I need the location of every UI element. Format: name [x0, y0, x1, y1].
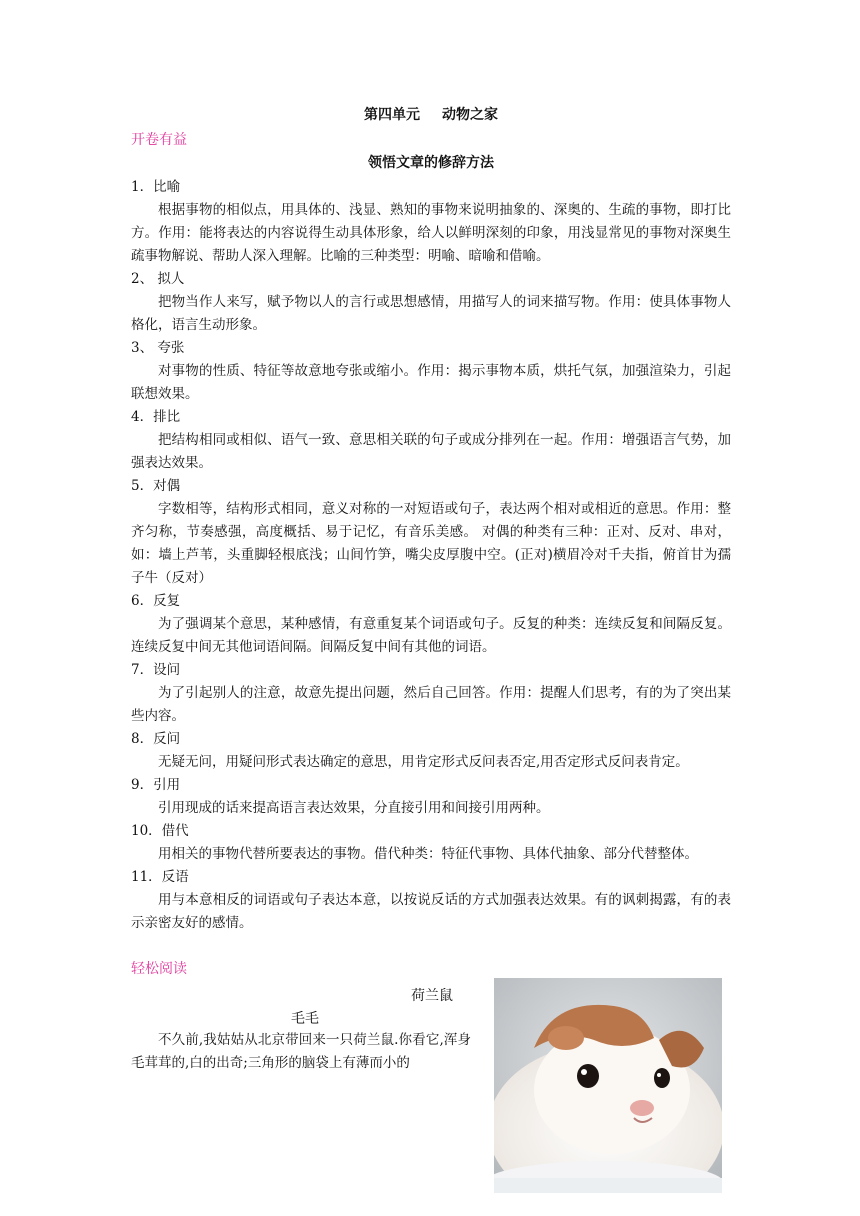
item-text: 对事物的性质、特征等故意地夸张或缩小。作用：揭示事物本质，烘托气氛，加强渲染力，引起联想效果。 — [131, 363, 731, 402]
item-heading: 6．反复 — [131, 593, 181, 609]
story-author: 毛毛 — [291, 1011, 319, 1027]
reading-passage — [131, 981, 731, 1181]
item-heading: 7．设问 — [131, 662, 181, 678]
list-item — [131, 176, 731, 268]
list-item — [131, 774, 731, 820]
item-heading: 8．反问 — [131, 731, 181, 747]
item-heading: 10．借代 — [131, 823, 189, 839]
list-item — [131, 268, 731, 337]
story-title: 荷兰鼠 — [411, 988, 453, 1004]
list-item — [131, 406, 731, 475]
list-item — [131, 728, 731, 774]
unit-name: 动物之家 — [442, 107, 498, 123]
unit-number: 第四单元 — [364, 107, 420, 123]
item-text: 字数相等，结构形式相同，意义对称的一对短语或句子，表达两个相对或相近的意思。作用：整齐匀称，节奏感强，高度概括、易于记忆，有音乐美感。 对偶的种类有三种：正对、反对、串对，如：墙上芦苇，头重脚轻根底浅；山间竹笋，嘴尖皮厚腹中空。(正对)横眉冷对千夫指，俯首甘为孺子牛（反对） — [131, 501, 731, 586]
item-heading: 3、 夸张 — [131, 340, 185, 356]
document-page — [131, 104, 731, 1181]
lesson-subtitle: 领悟文章的修辞方法 — [368, 155, 494, 171]
item-text: 为了强调某个意思，某种感情，有意重复某个词语或句子。反复的种类：连续反复和间隔反复。连续反复中间无其他词语间隔。间隔反复中间有其他的词语。 — [131, 616, 731, 655]
story-text: 不久前,我姑姑从北京带回来一只荷兰鼠.你看它,浑身毛茸茸的,白的出奇;三角形的脑袋上有薄而小的 — [131, 1032, 471, 1071]
section-heading-easy-reading: 轻松阅读 — [131, 961, 187, 977]
item-text: 用与本意相反的词语或句子表达本意，以按说反话的方式加强表达效果。有的讽刺揭露，有的表示亲密友好的感情。 — [131, 892, 731, 931]
item-text: 无疑无问，用疑问形式表达确定的意思，用肯定形式反问表否定,用否定形式反问表肯定。 — [158, 754, 689, 770]
item-text: 为了引起别人的注意，故意先提出问题，然后自己回答。作用：提醒人们思考，有的为了突出某些内容。 — [131, 685, 731, 724]
list-item — [131, 337, 731, 406]
item-heading: 1．比喻 — [131, 179, 181, 195]
unit-title — [131, 104, 731, 130]
item-text: 根据事物的相似点，用具体的、浅显、熟知的事物来说明抽象的、深奥的、生疏的事物，即打比方。作用：能将表达的内容说得生动具体形象，给人以鲜明深刻的印象，用浅显常见的事物对深奥生疏事物解说、帮助人深入理解。比喻的三种类型：明喻、暗喻和借喻。 — [131, 202, 731, 264]
list-item — [131, 820, 731, 866]
list-item — [131, 590, 731, 659]
guinea-pig-illustration — [494, 978, 722, 1193]
section-heading-reading-benefit: 开卷有益 — [131, 132, 187, 148]
list-item — [131, 659, 731, 728]
item-heading: 5．对偶 — [131, 478, 181, 494]
item-heading: 4．排比 — [131, 409, 181, 425]
item-heading: 11．反语 — [131, 869, 189, 885]
rhetoric-list — [131, 176, 731, 935]
list-item — [131, 475, 731, 590]
item-text: 把结构相同或相似、语气一致、意思相关联的句子或成分排列在一起。作用：增强语言气势，加强表达效果。 — [131, 432, 731, 471]
item-heading: 9．引用 — [131, 777, 181, 793]
item-heading: 2、 拟人 — [131, 271, 185, 287]
list-item — [131, 866, 731, 935]
item-text: 把物当作人来写，赋予物以人的言行或思想感情，用描写人的词来描写物。作用：使具体事物人格化，语言生动形象。 — [131, 294, 731, 333]
item-text: 用相关的事物代替所要表达的事物。借代种类：特征代事物、具体代抽象、部分代替整体。 — [158, 846, 698, 862]
item-text: 引用现成的话来提高语言表达效果，分直接引用和间接引用两种。 — [158, 800, 550, 816]
guinea-pig-photo — [494, 978, 722, 1193]
